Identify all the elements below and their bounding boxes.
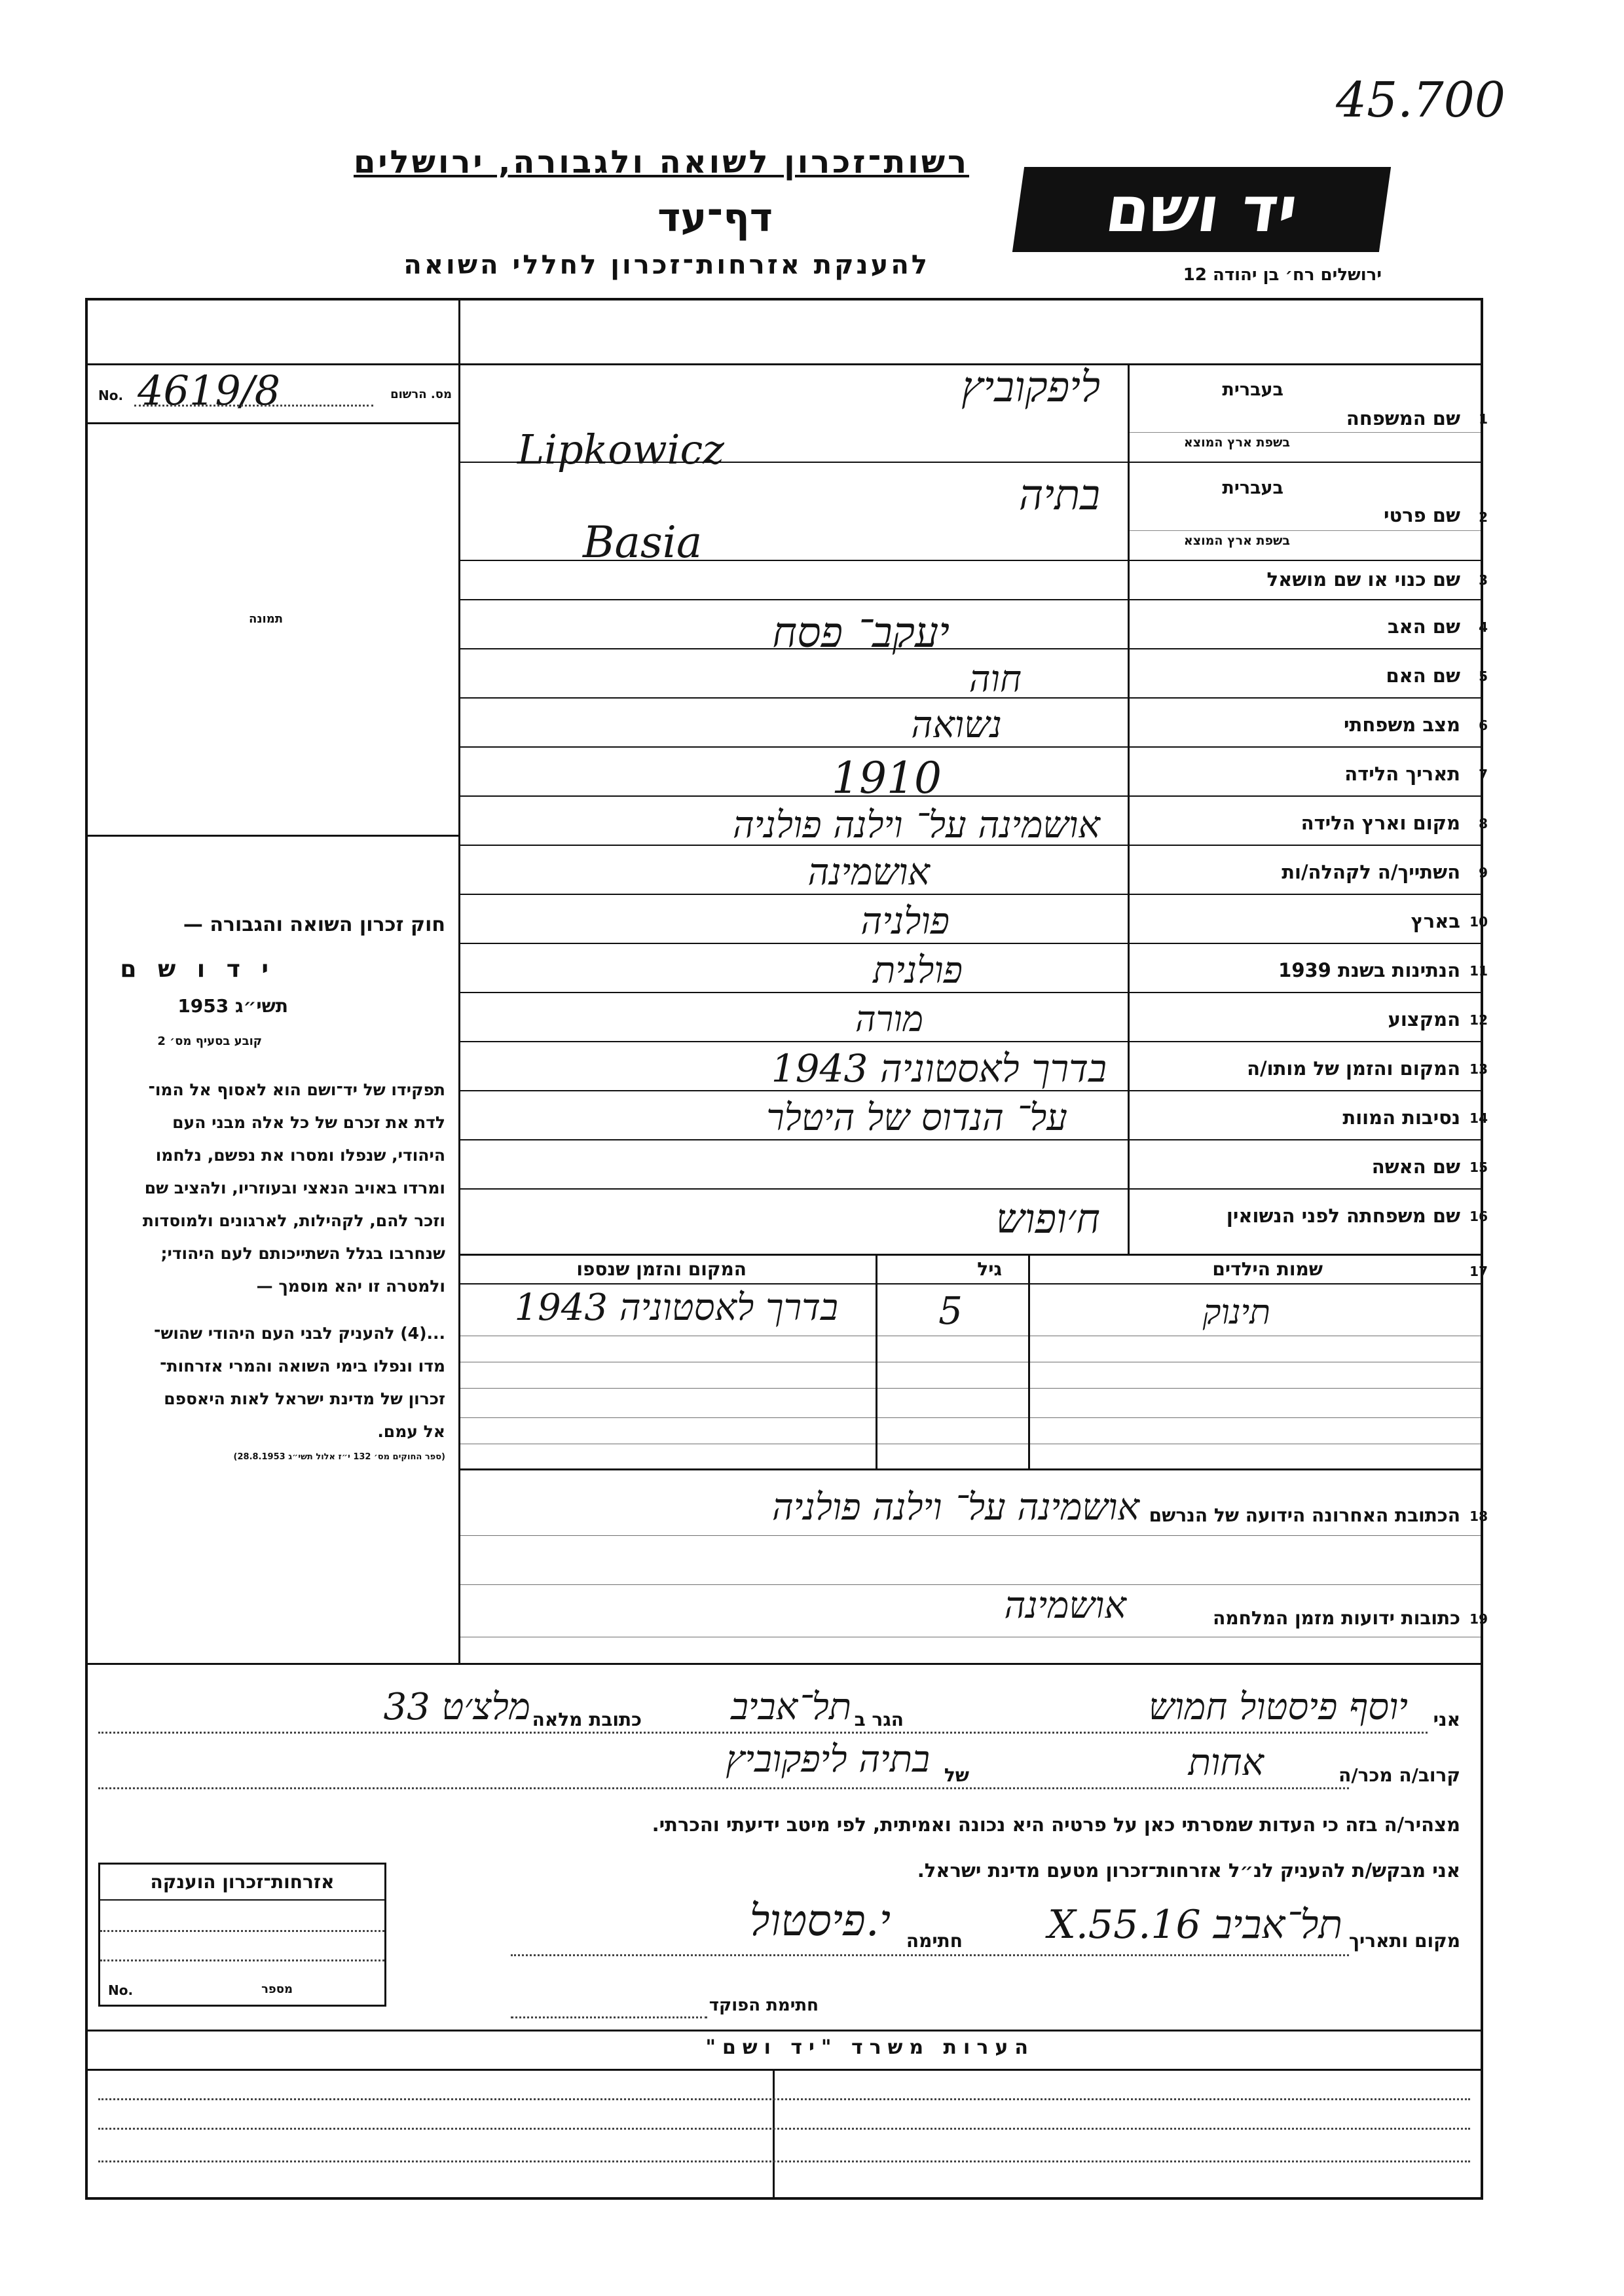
- field-label-7: תאריך הלידה: [1344, 763, 1460, 785]
- address-18-num: 18: [1469, 1508, 1488, 1524]
- photo-divider: [85, 835, 460, 837]
- law-text: [92, 1074, 445, 1448]
- value-8: אושמינה על־ וילנה פולניה: [732, 804, 1100, 847]
- value-13: בדרך לאסטוניה 1943: [771, 1046, 1107, 1091]
- law-ref: (ספר החוקים מס׳ 132 י״ז אלול תשי״ג 28.8.1953): [233, 1452, 445, 1462]
- law-line: שנחרבו בגלל השתייכותם לעם היהודי;: [160, 1244, 445, 1263]
- value-16: ח׳ופוש: [995, 1195, 1100, 1243]
- field-num-13: 13: [1469, 1061, 1488, 1077]
- law-line: ...(4) להעניק לבני העם היהודי שהוש־: [153, 1324, 445, 1343]
- photo-label: תמונה: [249, 612, 284, 626]
- field-label-11: הנתינות בשנת 1939: [1278, 959, 1460, 981]
- field-label-15: שם האשה: [1371, 1156, 1460, 1178]
- field-num-8: 8: [1479, 816, 1488, 831]
- law-line: מדו ונפלו בימי השואה והמרי אזרחות־: [160, 1357, 445, 1376]
- value-14: על־ הנדוס של היטלר: [766, 1097, 1067, 1139]
- child-age: 5: [938, 1288, 963, 1333]
- law-year: תשי״ג 1953: [177, 995, 288, 1017]
- form-subtitle: להענקת אזרחות־זכרון לחללי השואה: [403, 250, 930, 280]
- field-num-11: 11: [1469, 963, 1488, 979]
- logo-text: יד ושם: [1101, 173, 1302, 246]
- value-6: נשואה: [911, 704, 1002, 746]
- decl-signature: י.פיסטול: [749, 1895, 891, 1946]
- field-label-12: המקצוע: [1388, 1008, 1460, 1030]
- value-1-foreign: Lipkowicz: [517, 426, 724, 473]
- field-label-4: שם האב: [1387, 615, 1460, 638]
- law-line: תפקידו של יד־ושם הוא לאסוף אל המו־: [148, 1080, 445, 1099]
- field-label-2: שם פרטי: [1383, 504, 1460, 526]
- law-name: י ד ו ש ם: [120, 956, 275, 983]
- decl-address-label: כתובת מלאה: [532, 1709, 642, 1730]
- decl-signature-label: חתימה: [906, 1930, 963, 1952]
- field-label-6: מצב משפחתי: [1343, 714, 1460, 736]
- value-11: פולנית: [873, 949, 963, 992]
- field-label-3: שם כנוי או שם מושאל: [1266, 568, 1460, 591]
- hint-hebrew-1: בעברית: [1222, 380, 1283, 400]
- decl-relative-label: קרוב/ה מכר/ה: [1338, 1764, 1460, 1786]
- frame-top: [85, 298, 1483, 301]
- field-num-10: 10: [1469, 914, 1488, 930]
- declarant-name: יוסף פיסטול חמוש: [1148, 1686, 1408, 1728]
- decl-of-label: של: [944, 1764, 969, 1786]
- reg-value: 4619/8: [138, 367, 281, 414]
- field-label-9: השתייך/ה לקהלה/ות: [1282, 861, 1460, 883]
- grant-box: [98, 1863, 386, 2007]
- frame-left: [85, 298, 88, 2200]
- field-num-4: 4: [1479, 619, 1488, 635]
- form-title: דף־עד: [657, 195, 773, 241]
- law-line: היהודי, שנפלו ומסרו את נפשם, נלחמו: [155, 1146, 445, 1165]
- field-num-12: 12: [1469, 1012, 1488, 1028]
- children-col-names: שמות הילדים: [1212, 1258, 1323, 1280]
- value-1-hebrew: ליפקוביץ: [961, 363, 1100, 412]
- child-place: בדרך לאסטוניה 1943: [514, 1286, 838, 1329]
- field-label-16: שם משפחתה לפני הנשואין: [1226, 1205, 1460, 1227]
- value-12: מורה: [855, 998, 923, 1040]
- law-section: קובע בסעיף מס׳ 2: [157, 1034, 262, 1048]
- decl-of-name: בתיה ליפקוביץ: [726, 1738, 930, 1781]
- decl-request: אני מבקש/ת להעניק לנ״ל אזרחות־זכרון מטעם מדינת ישראל.: [917, 1859, 1460, 1882]
- value-2-foreign: Basia: [583, 517, 703, 568]
- field-num-1: 1: [1479, 411, 1488, 427]
- law-line: וזכר להם, לקהילות, לארגונים ולמוסדות: [142, 1211, 445, 1230]
- registration-number: [98, 367, 452, 414]
- decl-full-address: מלצ׳ט 33: [383, 1686, 530, 1728]
- field-label-5: שם האם: [1386, 665, 1460, 687]
- value-column-divider: [1128, 363, 1130, 1254]
- decl-place-date-value: תל־אביב 16.X.55: [1048, 1902, 1342, 1948]
- yad-vashem-logo: [1012, 167, 1391, 252]
- hint-foreign-1: בשפת ארץ המוצא: [1183, 435, 1290, 450]
- field-label-1: שם המשפחה: [1346, 407, 1460, 429]
- field-label-8: מקום וארץ הלידה: [1301, 812, 1460, 834]
- child-name: תינוק: [1202, 1293, 1270, 1332]
- decl-place-date-label: מקום ותאריך: [1348, 1930, 1460, 1952]
- field-num-7: 7: [1479, 767, 1488, 782]
- officer-signature-label: חתימת הפוקד: [709, 1995, 819, 2015]
- children-num: 17: [1469, 1264, 1488, 1279]
- value-7: 1910: [832, 753, 942, 803]
- value-10: פולניה: [860, 900, 950, 943]
- law-title: חוק זכרון השואה והגבורה —: [183, 913, 445, 936]
- law-line: ומרדו באויב הנאצי ובעוזריו, ולהציב שם: [144, 1178, 445, 1197]
- grant-number-label: מספר: [261, 1982, 293, 1996]
- law-line: לדת את זכרם של כל אלה מבני העם: [172, 1113, 445, 1132]
- field-num-5: 5: [1479, 668, 1488, 684]
- authority-title: רשות־זכרון לשואה ולגבורה, ירושלים: [353, 144, 969, 181]
- value-4: יעקב־ פסח: [772, 609, 950, 657]
- value-5: חוה: [969, 658, 1022, 701]
- decl-city: תל־אביב: [730, 1686, 851, 1728]
- children-col-age: גיל: [977, 1258, 1002, 1280]
- decl-i-label: אני: [1433, 1709, 1460, 1730]
- field-num-15: 15: [1469, 1159, 1488, 1175]
- field-num-2: 2: [1479, 509, 1488, 525]
- address-18-value: אושמינה על־ וילנה פולניה: [771, 1486, 1139, 1529]
- reg-label: מס. הרשום: [390, 388, 452, 401]
- field-label-10: בארץ: [1411, 910, 1460, 932]
- field-num-9: 9: [1479, 865, 1488, 881]
- frame-bottom: [85, 2197, 1483, 2200]
- decl-resides-label: הגר ב: [854, 1709, 904, 1730]
- children-col-place: המקום והזמן שנספו: [576, 1258, 747, 1280]
- top-band-split: [458, 298, 460, 365]
- field-label-14: נסיבות המוות: [1342, 1106, 1460, 1129]
- field-num-6: 6: [1479, 718, 1488, 733]
- corner-note: 45.700: [1336, 72, 1505, 128]
- decl-statement: מצהיר/ה בזה כי העדות שמסרתי כאן על פרטיה היא נכונה ואמיתית, לפי מיטב ידיעתי והכרתי.: [652, 1813, 1460, 1836]
- remarks-title: הערות משרד "יד ושם": [705, 2036, 1035, 2059]
- address-line: ירושלים רח׳ בן יהודה 12: [1183, 265, 1382, 285]
- field-num-16: 16: [1469, 1209, 1488, 1224]
- top-band-divider: [85, 363, 1483, 365]
- law-line: ולמטרה זו יהא מוסמך —: [256, 1277, 445, 1296]
- law-line: אל עמם.: [377, 1422, 445, 1441]
- hint-foreign-2: בשפת ארץ המוצא: [1183, 534, 1290, 548]
- reg-divider: [85, 422, 460, 424]
- value-2-hebrew: בתיה: [1018, 471, 1100, 520]
- decl-relation: אחות: [1188, 1741, 1264, 1784]
- field-label-13: המקום והזמן של מותו/ה: [1247, 1057, 1460, 1080]
- field-num-3: 3: [1479, 572, 1488, 588]
- address-19-num: 19: [1469, 1611, 1488, 1627]
- law-line: זכרון של מדינת ישראל לאות היאספם: [164, 1389, 445, 1408]
- address-19-value: אושמינה: [1004, 1584, 1126, 1627]
- address-18-label: הכתובת האחרונה הידועה של הנרשם: [1149, 1504, 1460, 1526]
- grant-box-title: אזרחות־זכרון הוענקה: [100, 1865, 384, 1901]
- address-19-label: כתובות ידועות מזמן המלחמה: [1213, 1607, 1460, 1629]
- field-num-14: 14: [1469, 1110, 1488, 1126]
- grant-number-prefix: No.: [108, 1982, 134, 1998]
- hint-hebrew-2: בעברית: [1222, 478, 1283, 498]
- value-9: אושמינה: [807, 851, 930, 894]
- reg-prefix: No.: [98, 388, 124, 403]
